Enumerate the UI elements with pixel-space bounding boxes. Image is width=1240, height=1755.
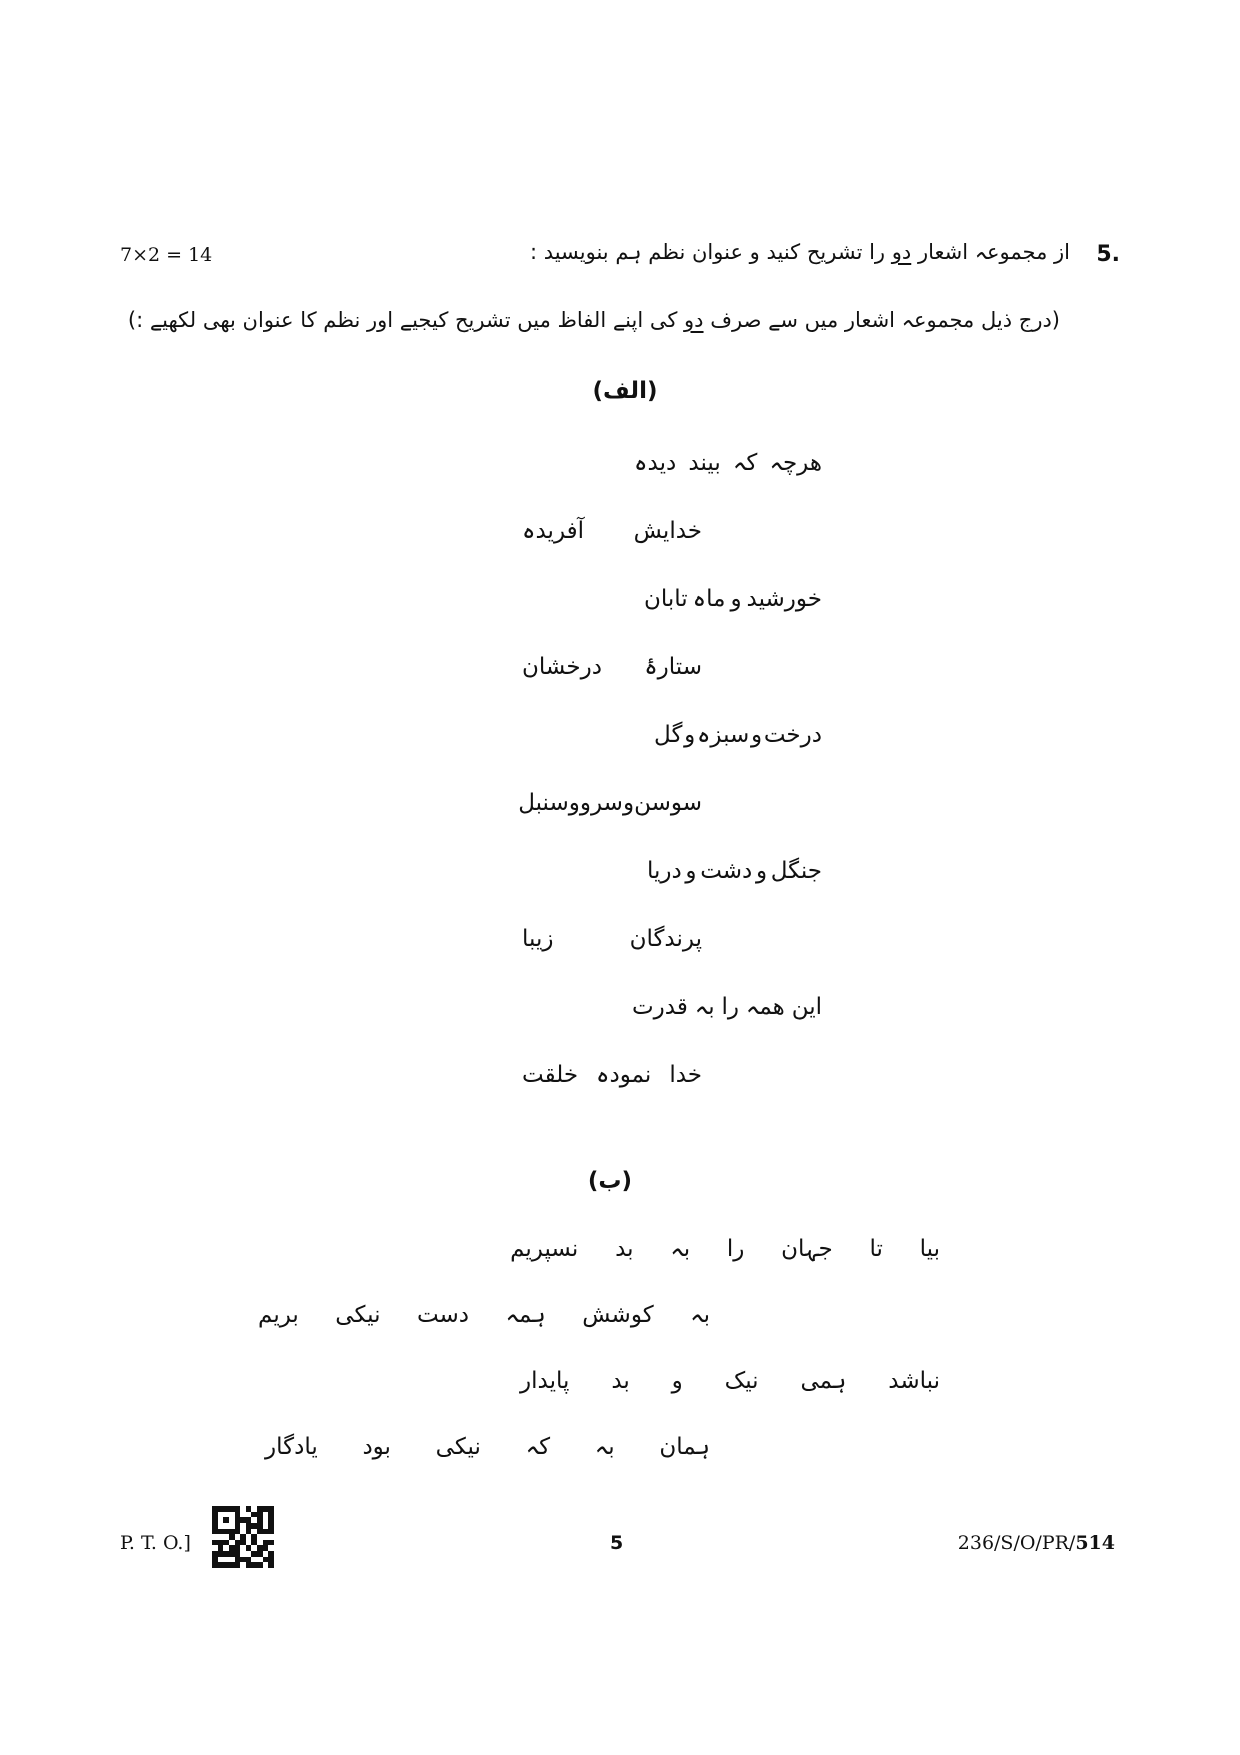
- verse-word: پرندگان: [629, 926, 702, 952]
- verse-word: و: [568, 790, 580, 816]
- verse-word: نباشد: [888, 1368, 940, 1394]
- question-instruction-persian: [530, 240, 1070, 264]
- section-a-line: [647, 858, 822, 884]
- instruction-persian-pre: از مجموعہ اشعار: [917, 240, 1070, 264]
- verse-word: قدرت: [632, 994, 688, 1020]
- verse-word: جنگل: [770, 858, 822, 884]
- section-a-line: [644, 586, 822, 612]
- verse-word: ہمہ: [505, 1302, 546, 1328]
- verse-word: دریا: [647, 858, 682, 884]
- verse-word: بہ: [694, 994, 715, 1020]
- qr-code-icon: [212, 1506, 274, 1568]
- verse-word: سرو: [579, 790, 623, 816]
- verse-word: خدایش: [633, 518, 702, 544]
- verse-word: گل: [654, 722, 683, 748]
- verse-word: ہمی: [800, 1368, 847, 1394]
- verse-word: دیدہ: [634, 450, 677, 476]
- verse-word: را: [726, 1236, 745, 1262]
- section-b-line: [510, 1236, 940, 1262]
- paper-code: [958, 1532, 1115, 1554]
- verse-word: خلقت: [522, 1062, 579, 1088]
- verse-word: دشت: [700, 858, 753, 884]
- verse-word: سوسن: [634, 790, 702, 816]
- verse-word: خورشید: [746, 586, 822, 612]
- verse-word: نیکی: [335, 1302, 381, 1328]
- section-b-line: [265, 1434, 710, 1460]
- verse-word: ہمان: [659, 1434, 710, 1460]
- instruction-persian-post: را تشریح کنید و عنوان نظم ہم بنویسید :: [529, 240, 886, 264]
- verse-word: و: [684, 722, 696, 748]
- verse-word: بہ: [594, 1434, 615, 1460]
- verse-word: بیا: [919, 1236, 940, 1262]
- verse-word: این: [791, 994, 822, 1020]
- verse-word: ھمہ: [745, 994, 785, 1020]
- verse-word: ستارۂ: [644, 654, 702, 680]
- section-a-line: [634, 450, 822, 476]
- question-number: 5.: [1096, 242, 1120, 267]
- verse-word: و: [755, 858, 768, 884]
- verse-word: کہ: [732, 450, 758, 476]
- verse-word: نسپریم: [510, 1236, 579, 1262]
- verse-word: بد: [611, 1368, 630, 1394]
- verse-word: خدا: [669, 1062, 702, 1088]
- question-instruction-urdu: [128, 308, 1060, 332]
- section-a-line: [632, 994, 822, 1020]
- paper-code-prefix: 236/S/O/PR/: [957, 1532, 1076, 1554]
- verse-word: تا: [869, 1236, 883, 1262]
- verse-word: نیک: [724, 1368, 759, 1394]
- verse-word: بہ: [690, 1302, 710, 1328]
- verse-word: درخشان: [522, 654, 602, 680]
- verse-word: نیکی: [435, 1434, 481, 1460]
- section-b-heading: (ب): [587, 1168, 633, 1194]
- pto-label: P. T. O.]: [120, 1532, 191, 1554]
- verse-word: بیند: [688, 450, 721, 476]
- verse-word: دست: [416, 1302, 470, 1328]
- question-marks: 7×2 = 14: [120, 244, 213, 266]
- verse-word: و: [671, 1368, 683, 1394]
- verse-word: بریم: [258, 1302, 299, 1328]
- verse-word: سنبل: [518, 790, 569, 816]
- section-a-line: [654, 722, 822, 748]
- verse-word: و: [751, 722, 763, 748]
- section-a-line: [522, 518, 702, 544]
- verse-word: پایدار: [520, 1368, 570, 1394]
- verse-word: ماہ: [692, 586, 726, 612]
- verse-word: و: [622, 790, 635, 816]
- instruction-urdu-pre: (درج ذیل مجموعہ اشعار میں سے صرف: [710, 308, 1060, 332]
- section-a-line: [518, 790, 702, 816]
- verse-word: سبزہ: [696, 722, 750, 748]
- instruction-persian-underlined: دو: [891, 240, 912, 264]
- verse-word: و: [685, 858, 697, 884]
- verse-word: آفریدہ: [522, 518, 585, 544]
- verse-word: را: [721, 994, 739, 1020]
- verse-word: کوشش: [582, 1302, 654, 1328]
- verse-word: و: [730, 586, 742, 612]
- verse-word: یادگار: [265, 1434, 318, 1460]
- paper-code-suffix: 514: [1075, 1532, 1115, 1554]
- section-b-line: [520, 1368, 940, 1394]
- verse-word: زیبا: [522, 926, 554, 952]
- verse-word: درخت: [763, 722, 822, 748]
- instruction-urdu-post: کی اپنے الفاظ میں تشریح کیجیے اور نظم کا عنوان بھی لکھیے :): [127, 308, 678, 332]
- section-b-line: [258, 1302, 710, 1328]
- verse-word: جہان: [781, 1236, 833, 1262]
- verse-word: بود: [362, 1434, 391, 1460]
- verse-word: بد: [615, 1236, 634, 1262]
- verse-word: کہ: [525, 1434, 551, 1460]
- verse-word: بہ: [670, 1236, 691, 1262]
- section-a-heading: (الف): [592, 378, 658, 404]
- section-a-line: [522, 654, 702, 680]
- verse-word: نمودہ: [596, 1062, 652, 1088]
- verse-word: تابان: [644, 586, 688, 612]
- verse-word: ھرچہ: [769, 450, 822, 476]
- instruction-urdu-underlined: دو: [684, 308, 704, 332]
- section-a-line: [522, 1062, 702, 1088]
- page-number: 5: [610, 1532, 624, 1554]
- section-a-line: [522, 926, 702, 952]
